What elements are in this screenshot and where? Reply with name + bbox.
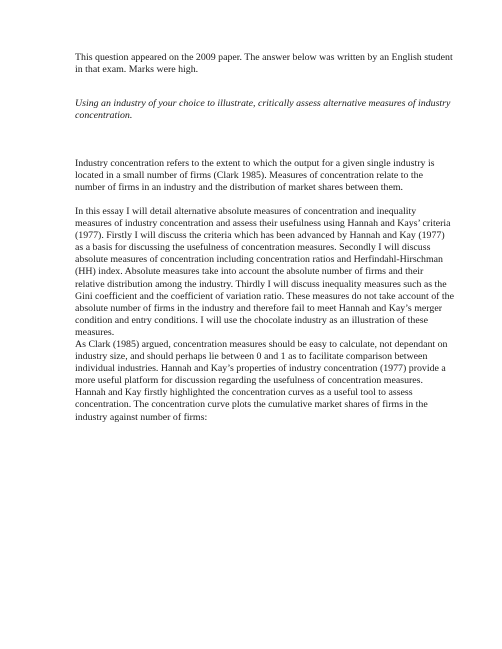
paragraph-definition: Industry concentration refers to the extent to which the output for a given single industry is located in a small number of firms (Clark 1985). Measures of concentration relate to the number of firms in an industry and the distribution of market shares between them.	[75, 158, 435, 194]
paragraph-concentration-criteria: As Clark (1985) argued, concentration measures should be easy to calculate, not dependant on industry size, and should perhaps lie between 0 and 1 as to facilitate comparison between individual industries. Hannah and Kay’s properties of industry concentration (1977) provide a more useful platform for discussion regarding the usefulness of concentration measures. Hannah and Kay firstly highlighted the concentration curves as a useful tool to assess concentration. The concentration curve plots the cumulative market shares of firms in the industry against number of firms:	[75, 339, 448, 423]
essay-question: Using an industry of your choice to illustrate, critically assess alternative measures of industry concentration.	[75, 98, 451, 122]
intro-note: This question appeared on the 2009 paper. The answer below was written by an English student in that exam. Marks were high.	[75, 52, 453, 76]
paragraph-essay-outline: In this essay I will detail alternative absolute measures of concentration and inequality measures of industry concentration and assess their usefulness using Hannah and Kays’ criteria (1977). Firstly I will discuss the criteria which has been advanced by Hannah and Kay (1977) as a basis for discussing the usefulness of concentration measures. Secondly I will discuss absolute measures of concentration including concentration ratios and Herfindahl-Hirschman (HH) index. Absolute measures take into account the absolute number of firms and their relative distribution among the industry. Thirdly I will discuss inequality measures such as the Gini coefficient and the coefficient of variation ratio. These measures do not take account of the absolute number of firms in the industry and therefore fail to meet Hannah and Kay’s merger condition and entry conditions. I will use the chocolate industry as an illustration of these measures.	[75, 206, 454, 338]
